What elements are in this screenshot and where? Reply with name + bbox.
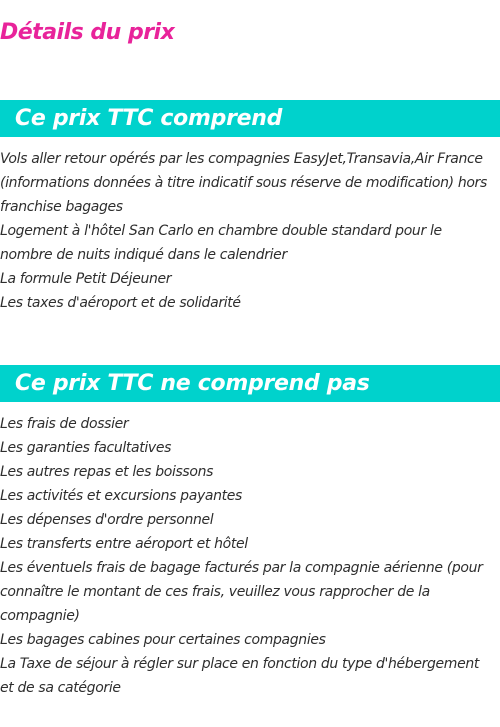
list-item: Les dépenses d'ordre personnel <box>0 512 214 528</box>
page-title: Détails du prix <box>0 20 175 45</box>
list-item: Les autres repas et les boissons <box>0 464 214 480</box>
list-item: Les activités et excursions payantes <box>0 488 242 504</box>
list-item: Les garanties facultatives <box>0 440 172 456</box>
list-item: Les taxes d'aéroport et de solidarité <box>0 295 241 311</box>
excludes-list <box>0 412 496 700</box>
includes-section-header: Ce prix TTC comprend <box>0 100 500 137</box>
includes-list <box>0 147 496 315</box>
excludes-section-header: Ce prix TTC ne comprend pas <box>0 365 500 402</box>
list-item: Logement à l'hôtel San Carlo en chambre double standard pour le nombre de nuits indiqué dans le calendrier <box>0 223 442 263</box>
list-item: La Taxe de séjour à régler sur place en fonction du type d'hébergement et de sa catégorie <box>0 656 480 696</box>
list-item: Les frais de dossier <box>0 416 129 432</box>
list-item: Les bagages cabines pour certaines compagnies <box>0 632 326 648</box>
list-item: Les éventuels frais de bagage facturés par la compagnie aérienne (pour connaître le montant de ces frais, veuillez vous rapprocher de la compagnie) <box>0 560 483 624</box>
list-item: La formule Petit Déjeuner <box>0 271 172 287</box>
list-item: Les transferts entre aéroport et hôtel <box>0 536 248 552</box>
list-item: Vols aller retour opérés par les compagnies EasyJet,Transavia,Air France (informations données à titre indicatif sous réserve de modification) hors franchise bagages <box>0 151 487 215</box>
